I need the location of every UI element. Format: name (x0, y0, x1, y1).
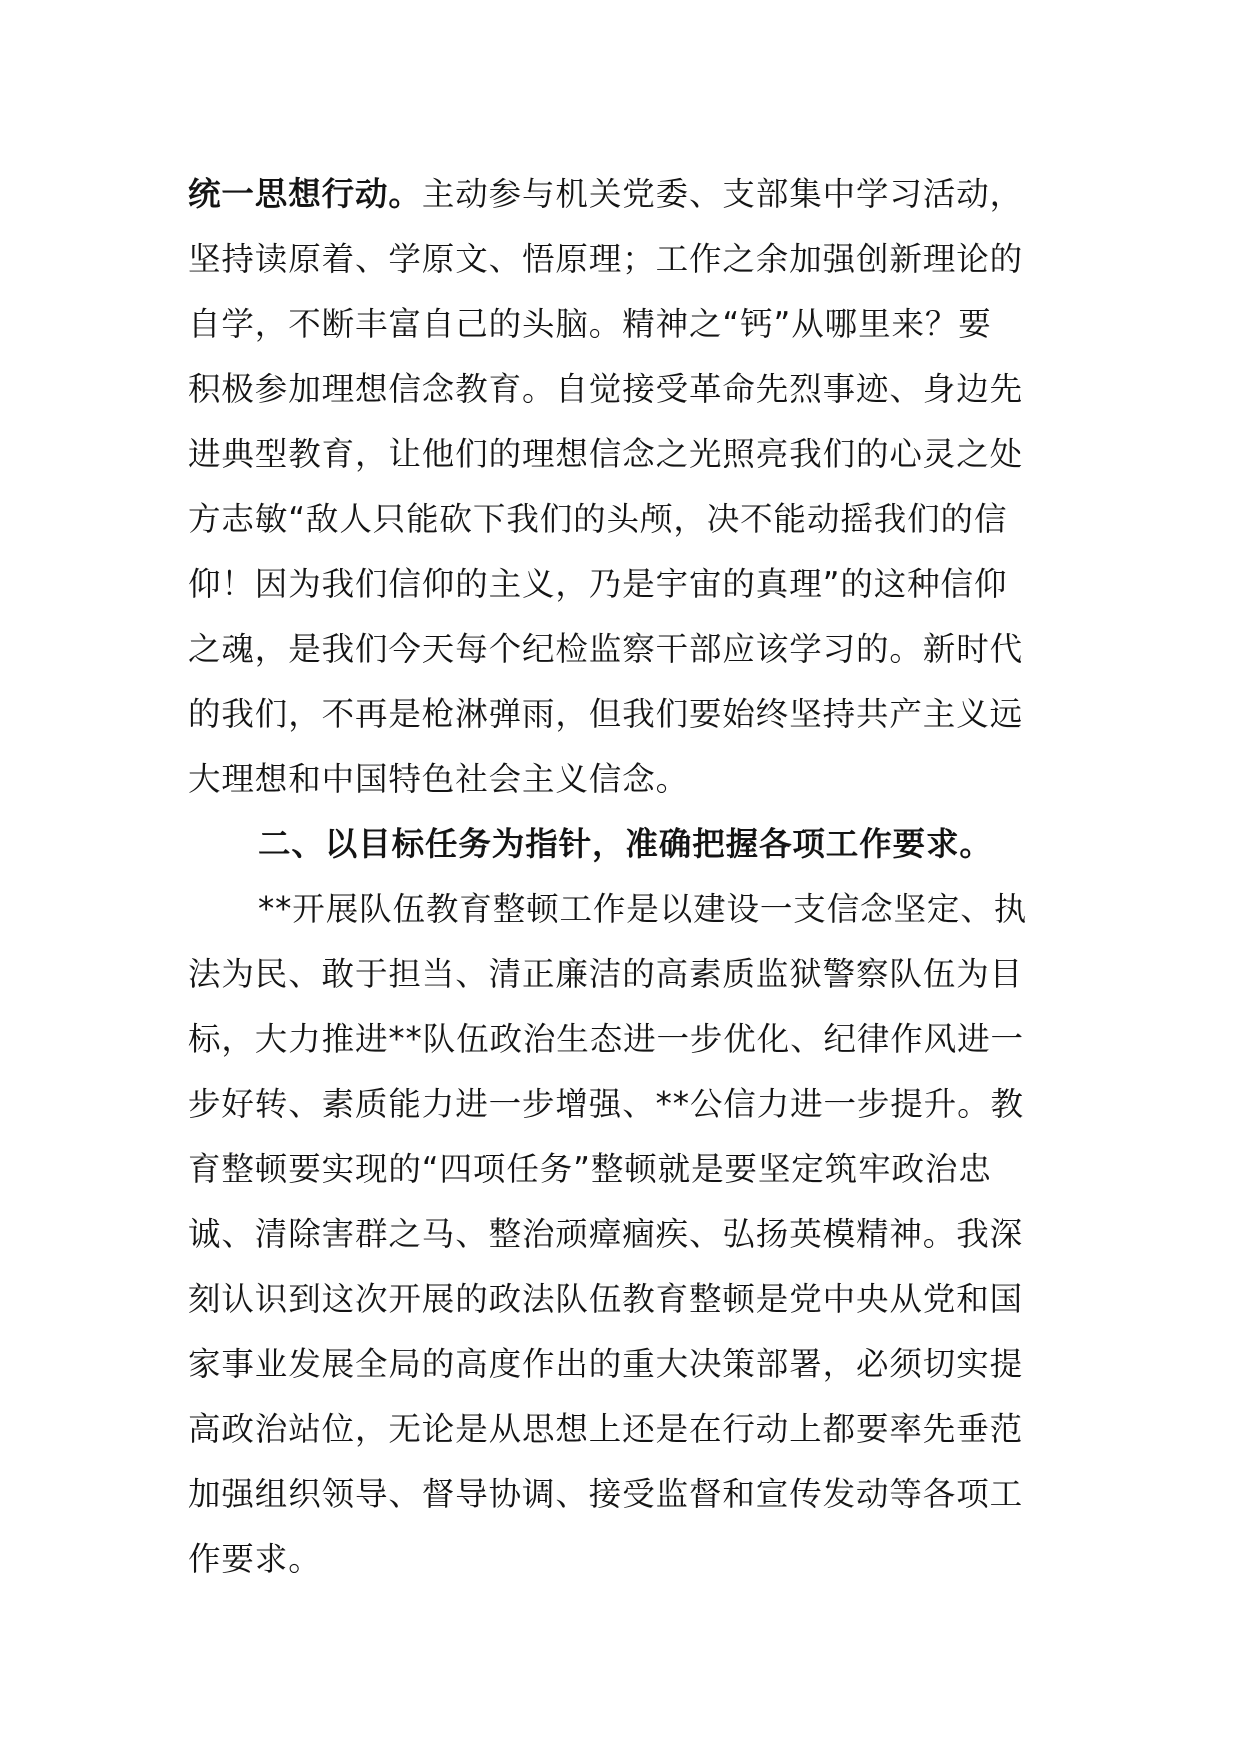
paragraph-line: 加强组织领导、督导协调、接受监督和宣传发动等各项工 (188, 1475, 1024, 1513)
paragraph-line: 自学，不断丰富自己的头脑。精神之“钙”从哪里来？要 (188, 305, 992, 343)
paragraph-line: 刻认识到这次开展的政法队伍教育整顿是党中央从党和国 (188, 1280, 1024, 1318)
paragraph-line: 育整顿要实现的“四项任务”整顿就是要坚定筑牢政治忠 (188, 1150, 992, 1188)
paragraph-line: 作要求。 (188, 1540, 322, 1578)
paragraph-line: 积极参加理想信念教育。自觉接受革命先烈事迹、身边先 (188, 370, 1024, 408)
bold-lead-phrase: 统一思想行动。 (188, 175, 422, 213)
paragraph-line: 仰！因为我们信仰的主义，乃是宇宙的真理”的这种信仰 (188, 565, 1008, 603)
paragraph-line: 的我们，不再是枪淋弹雨，但我们要始终坚持共产主义远 (188, 695, 1024, 733)
paragraph-line: 家事业发展全局的高度作出的重大决策部署，必须切实提 (188, 1345, 1024, 1383)
paragraph-line: 步好转、素质能力进一步增强、**公信力进一步提升。教 (188, 1085, 1024, 1123)
paragraph-first-line: **开展队伍教育整顿工作是以建设一支信念坚定、执 (258, 890, 1028, 928)
paragraph-line: 进典型教育，让他们的理想信念之光照亮我们的心灵之处 (188, 435, 1024, 473)
section-heading: 二、以目标任务为指针，准确把握各项工作要求。 (258, 825, 993, 863)
paragraph-line: 诚、清除害群之马、整治顽瘴痼疾、弘扬英模精神。我深 (188, 1215, 1024, 1253)
paragraph-line (188, 162, 1060, 227)
paragraph-line: 之魂，是我们今天每个纪检监察干部应该学习的。新时代 (188, 630, 1024, 668)
paragraph-line: 标，大力推进**队伍政治生态进一步优化、纪律作风进一 (188, 1020, 1024, 1058)
paragraph-line: 方志敏“敌人只能砍下我们的头颅，决不能动摇我们的信 (188, 500, 1008, 538)
paragraph-line: 坚持读原着、学原文、悟原理；工作之余加强创新理论的 (188, 240, 1024, 278)
paragraph-line: 法为民、敢于担当、清正廉洁的高素质监狱警察队伍为目 (188, 955, 1024, 993)
document-body (188, 162, 1060, 1592)
line-text: 主动参与机关党委、支部集中学习活动， (421, 175, 1024, 213)
paragraph-line: 大理想和中国特色社会主义信念。 (188, 760, 690, 798)
paragraph-line: 高政治站位，无论是从思想上还是在行动上都要率先垂范 (188, 1410, 1024, 1448)
